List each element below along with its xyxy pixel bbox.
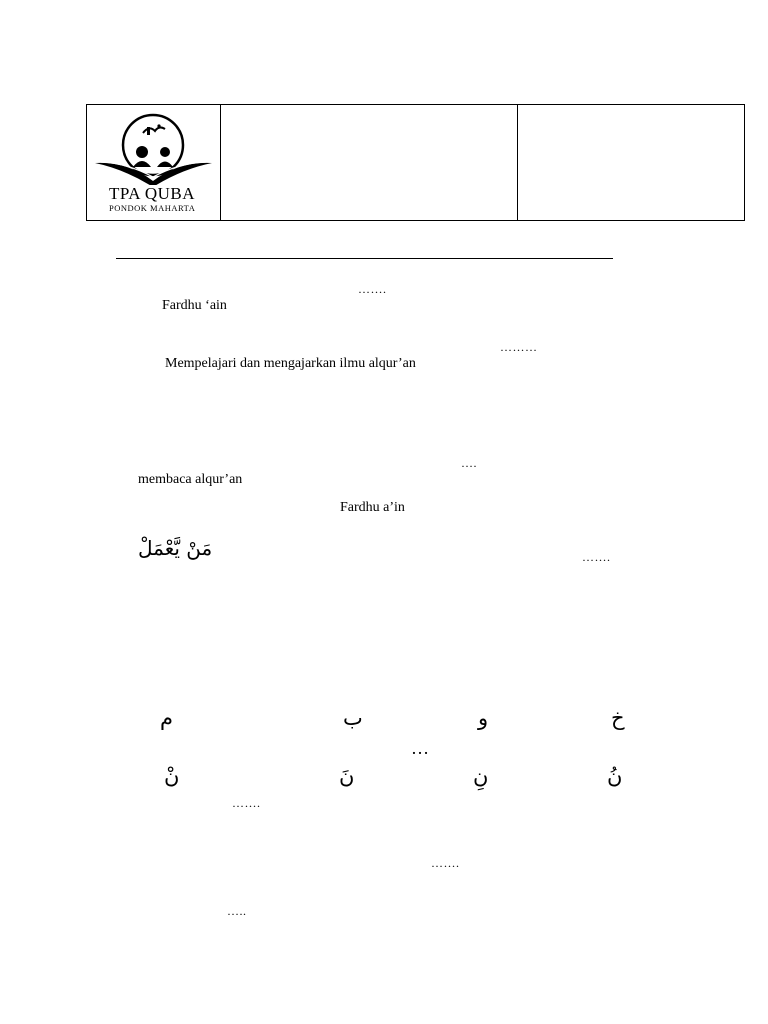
table-divider xyxy=(517,105,518,220)
blank-dots: ……. xyxy=(582,550,611,564)
answer-text: membaca alqur’an xyxy=(138,472,243,487)
answer-text: Fardhu a’in xyxy=(340,500,405,515)
arabic-letter: م xyxy=(160,706,174,730)
answer-text: Mempelajari dan mengajarkan ilmu alqur’an xyxy=(165,356,416,371)
blank-dots: ……. xyxy=(358,282,387,296)
arabic-letter: خ xyxy=(611,706,625,730)
blank-dots: ….. xyxy=(227,904,247,918)
logo-title: TPA QUBA xyxy=(109,184,196,203)
horizontal-rule xyxy=(116,258,613,259)
arabic-letter: نَ xyxy=(339,764,355,788)
blank-dots: ……. xyxy=(232,796,261,810)
arabic-letter: نِ xyxy=(473,764,489,788)
logo-cell xyxy=(87,105,220,220)
arabic-letter: و xyxy=(478,706,489,730)
blank-dots: ……… xyxy=(500,340,538,354)
arabic-letter: نْ xyxy=(164,764,180,788)
arabic-phrase: مَنْ يَّعْمَلْ xyxy=(138,536,213,560)
blank-dots: … xyxy=(411,738,429,758)
arabic-letter: نُ xyxy=(607,764,623,788)
blank-dots: ……. xyxy=(431,856,460,870)
logo-subtitle: PONDOK MAHARTA xyxy=(109,203,196,213)
book-figures-logo-icon xyxy=(87,105,220,185)
blank-dots: …. xyxy=(461,456,477,470)
arabic-letter: ب xyxy=(343,706,363,730)
table-divider xyxy=(220,105,221,220)
answer-text: Fardhu ‘ain xyxy=(162,298,227,313)
header-table xyxy=(86,104,745,221)
